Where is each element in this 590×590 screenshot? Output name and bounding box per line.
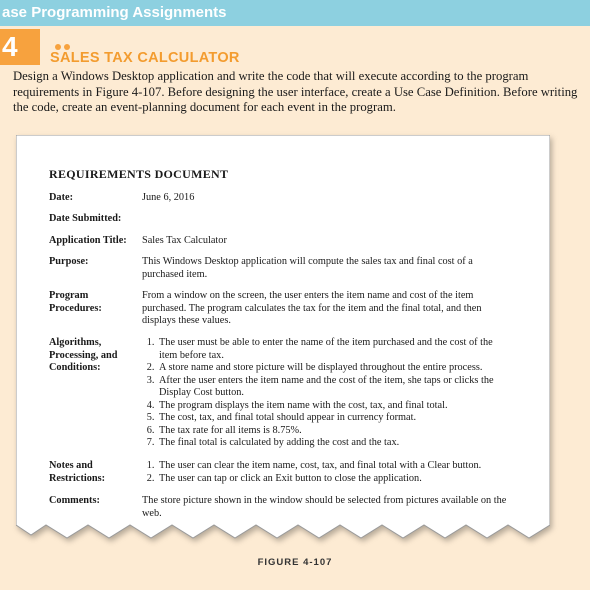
date-label: Date: [49, 192, 74, 203]
application-title-value: Sales Tax Calculator [142, 235, 227, 246]
date-submitted-label: Date Submitted: [49, 213, 122, 224]
assignment-intro-text: Design a Windows Desktop application and write the code that will execute according to the program requirements in Figure 4-107. Before designing the user interface, create a Use Case Definition. Before writing the code, create an event-planning document for each event in the program. [13, 69, 578, 114]
algorithms-item: 4. The program displays the item name with the cost, tax, and final total. [157, 400, 512, 413]
requirements-document [16, 135, 550, 545]
notes-item: 2. The user can tap or click an Exit button to close the application. [157, 473, 512, 486]
section-header-bar [0, 0, 590, 26]
comments-label: Comments: [49, 495, 100, 506]
algorithms-item: 1. The user must be able to enter the name of the item purchased and the cost of the item before tax. [157, 337, 512, 362]
assignment-number-badge [0, 29, 40, 65]
algorithms-item: 5. The cost, tax, and final total should appear in currency format. [157, 412, 512, 425]
notes-label: Notes and Restrictions: [49, 460, 106, 484]
algorithms-list [142, 337, 512, 450]
algorithms-item: 2. A store name and store picture will be displayed throughout the entire process. [157, 362, 512, 375]
application-title-label: Application Title: [49, 235, 127, 246]
purpose-label: Purpose: [49, 256, 89, 267]
document-heading: REQUIREMENTS DOCUMENT [49, 167, 229, 181]
algorithms-item: 7. The final total is calculated by adding the cost and the tax. [157, 437, 512, 450]
program-procedures-label: Program Procedures: [49, 290, 102, 314]
algorithms-item: 6. The tax rate for all items is 8.75%. [157, 425, 512, 438]
assignment-number: 4 [2, 31, 18, 62]
algorithms-label: Algorithms, Processing, and Conditions: [49, 337, 118, 373]
assignment-title: SALES TAX CALCULATOR [50, 50, 240, 66]
section-header-title: ase Programming Assignments [2, 4, 227, 21]
algorithms-item: 3. After the user enters the item name and the cost of the item, she taps or clicks the Display Cost button. [157, 375, 512, 400]
purpose-value: This Windows Desktop application will compute the sales tax and final cost of a purchased item. [142, 256, 473, 280]
notes-list [142, 460, 512, 485]
figure-caption: FIGURE 4-107 [257, 557, 333, 568]
date-value: June 6, 2016 [142, 192, 195, 203]
notes-item: 1. The user can clear the item name, cost, tax, and final total with a Clear button. [157, 460, 512, 473]
program-procedures-value: From a window on the screen, the user enters the item name and cost of the item purchased. The program calculates the tax for the item and the final total, and then displays these values. [142, 290, 482, 326]
comments-value: The store picture shown in the window should be selected from pictures available on the web. [142, 495, 507, 519]
